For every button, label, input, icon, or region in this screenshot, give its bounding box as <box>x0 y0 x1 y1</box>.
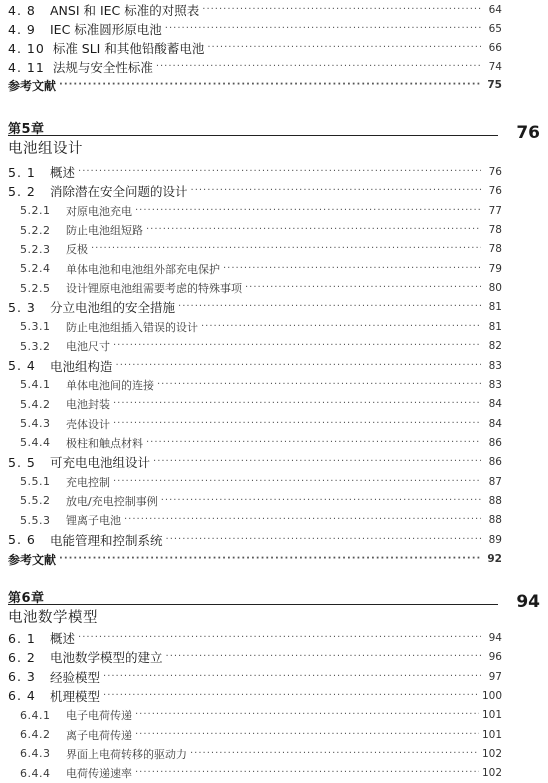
dot-leader <box>59 554 481 564</box>
page-number: 76 <box>488 185 502 198</box>
section-title: 对原电池充电 <box>66 204 132 218</box>
section-title: 电子电荷传递 <box>66 709 132 723</box>
dot-leader <box>190 749 479 759</box>
page-number: 101 <box>481 709 502 722</box>
section-title: 概述 <box>50 165 76 180</box>
chapter-heading[interactable] <box>8 118 548 158</box>
chapter-heading[interactable] <box>8 587 548 627</box>
section-title: 消除潜在安全问题的设计 <box>50 184 188 200</box>
section-title: 法规与安全性标准 <box>52 60 153 75</box>
toc-entry[interactable] <box>20 239 502 259</box>
toc-entry[interactable] <box>8 452 502 472</box>
dot-leader <box>178 302 481 312</box>
section-number: 5.3.1 <box>20 320 51 334</box>
page-number: 74 <box>488 61 502 73</box>
section-title: 壳体设计 <box>66 417 110 431</box>
toc-entry[interactable] <box>20 278 502 298</box>
section-number: 5.4.2 <box>20 397 51 411</box>
chapter-page-number: 94 <box>516 592 540 612</box>
toc-entry[interactable] <box>20 744 502 764</box>
section-title: 锂离子电池 <box>66 514 121 528</box>
toc-entry[interactable] <box>20 510 502 530</box>
section-number: 6.4.1 <box>20 708 51 722</box>
section-number: 5.2.3 <box>20 242 51 256</box>
section-number: 5.3.2 <box>20 339 51 353</box>
page-number: 84 <box>488 398 502 411</box>
dot-leader <box>161 496 481 506</box>
dot-leader <box>165 24 481 34</box>
toc-entry[interactable] <box>8 628 502 648</box>
dot-leader <box>157 380 481 390</box>
dot-leader <box>78 633 481 643</box>
section-title: 电池尺寸 <box>66 340 110 354</box>
chapter-page-number: 76 <box>516 123 540 143</box>
chapter-label: 第6章 <box>8 591 45 606</box>
section-number: 5.2.5 <box>20 281 51 295</box>
page-number: 87 <box>488 475 502 488</box>
dot-leader <box>191 186 481 196</box>
section-number: 5. 5 <box>8 454 36 470</box>
page-number: 79 <box>488 262 502 275</box>
dot-leader <box>78 167 481 177</box>
chapter-title: 电池数学模型 <box>8 610 98 626</box>
section-title: 单体电池间的连接 <box>66 378 154 392</box>
chapter-label: 第5章 <box>8 122 45 137</box>
section-number: 5. 3 <box>8 299 36 315</box>
toc-entry[interactable] <box>20 201 502 221</box>
section-title: 电池数学模型的建立 <box>50 650 163 666</box>
toc-entry[interactable] <box>8 162 502 182</box>
section-title: 分立电池组的安全措施 <box>50 300 176 316</box>
dot-leader <box>135 768 479 778</box>
section-number: 4. 9 <box>8 21 36 37</box>
page-number: 86 <box>488 456 502 469</box>
toc-entry[interactable] <box>8 356 502 376</box>
page-number: 77 <box>488 204 502 217</box>
toc-entry[interactable] <box>8 297 502 317</box>
chapter-rule <box>8 604 498 605</box>
section-number: 5. 4 <box>8 358 36 373</box>
chapter-title: 电池组设计 <box>8 141 83 157</box>
page-number: 65 <box>488 23 502 35</box>
section-title: 界面上电荷转移的驱动力 <box>66 747 187 761</box>
section-title: 概述 <box>50 631 76 646</box>
page-number: 92 <box>487 553 502 565</box>
dot-leader <box>207 43 481 53</box>
dot-leader <box>135 730 479 740</box>
section-title: 电池组构造 <box>50 358 113 374</box>
section-title: 防止电池组插入错误的设计 <box>66 320 198 334</box>
toc-entry[interactable] <box>8 0 502 20</box>
section-title: ANSI 和 IEC 标准的对照表 <box>50 3 200 18</box>
section-number: 6. 4 <box>8 688 36 704</box>
toc-entry[interactable] <box>20 317 502 337</box>
page-number: 80 <box>488 282 502 295</box>
section-title: 可充电电池组设计 <box>50 455 151 471</box>
dot-leader <box>146 438 481 448</box>
toc-entry-references[interactable] <box>8 75 502 95</box>
section-title: 单体电池和电池组外部充电保护 <box>66 262 220 276</box>
dot-leader <box>124 515 481 525</box>
dot-leader <box>113 399 481 409</box>
toc-entry[interactable] <box>8 530 502 550</box>
toc-entry[interactable] <box>20 705 502 725</box>
dot-leader <box>135 206 481 216</box>
dot-leader <box>59 80 481 90</box>
section-title: 离子电荷传递 <box>66 728 132 742</box>
references-title: 参考文献 <box>8 78 57 93</box>
section-number: 5.5.2 <box>20 494 51 508</box>
toc-entry[interactable] <box>20 491 502 511</box>
section-number: 5.5.3 <box>20 513 51 527</box>
section-title: 充电控制 <box>66 475 110 489</box>
page-number: 94 <box>488 632 502 644</box>
section-title: 电池封装 <box>66 398 110 412</box>
section-title: 反极 <box>66 243 88 257</box>
section-number: 5.2.4 <box>20 262 51 276</box>
dot-leader <box>202 5 481 15</box>
dot-leader <box>166 535 481 545</box>
page-number: 86 <box>488 436 502 449</box>
page-number: 102 <box>481 767 502 780</box>
section-number: 5. 6 <box>8 532 36 548</box>
section-title: 放电/充电控制事例 <box>66 494 158 508</box>
page-number: 97 <box>488 670 502 683</box>
section-title: 标准 SLI 和其他铅酸蓄电池 <box>52 41 205 56</box>
dot-leader <box>146 225 481 235</box>
toc-entry[interactable] <box>8 38 502 58</box>
toc-entry[interactable] <box>20 375 502 395</box>
section-title: 极柱和触点材料 <box>66 436 143 450</box>
page-number: 76 <box>488 166 502 178</box>
toc-entry[interactable] <box>20 336 502 356</box>
section-title: 经验模型 <box>50 669 101 685</box>
page-number: 78 <box>488 224 502 237</box>
dot-leader <box>245 283 481 293</box>
section-number: 5.4.3 <box>20 417 51 431</box>
toc-entry[interactable] <box>20 763 502 783</box>
toc-entry[interactable] <box>8 181 502 201</box>
section-number: 4. 10 <box>8 40 45 56</box>
page-number: 82 <box>488 340 502 353</box>
toc-entry[interactable] <box>8 19 502 39</box>
chapter-rule <box>8 135 498 136</box>
section-number: 4. 11 <box>8 59 45 75</box>
toc-entry[interactable] <box>20 414 502 434</box>
page-number: 81 <box>488 301 502 314</box>
dot-leader <box>201 322 481 332</box>
section-title: 设计锂原电池组需要考虑的特殊事项 <box>66 282 242 296</box>
toc-entry[interactable] <box>8 686 502 706</box>
toc-entry[interactable] <box>8 647 502 667</box>
page-number: 66 <box>488 42 502 54</box>
section-title: 机理模型 <box>50 688 101 704</box>
dot-leader <box>113 419 481 429</box>
dot-leader <box>166 652 481 662</box>
dot-leader <box>113 477 481 487</box>
toc-entry[interactable] <box>20 394 502 414</box>
section-number: 6. 2 <box>8 649 36 665</box>
section-number: 4. 8 <box>8 2 36 18</box>
dot-leader <box>153 457 481 467</box>
section-number: 6. 1 <box>8 630 36 646</box>
section-number: 5.4.4 <box>20 436 51 450</box>
section-number: 5. 1 <box>8 164 36 180</box>
dot-leader <box>103 672 481 682</box>
section-title: 电荷传递速率 <box>66 767 132 781</box>
page-number: 89 <box>488 533 502 546</box>
toc-entry[interactable] <box>8 667 502 687</box>
page-number: 75 <box>487 79 502 91</box>
page-number: 78 <box>488 243 502 256</box>
section-number: 5.4.1 <box>20 378 51 392</box>
section-title: 防止电池组短路 <box>66 224 143 238</box>
page-number: 81 <box>488 320 502 333</box>
page-number: 88 <box>488 494 502 507</box>
page-number: 96 <box>488 651 502 664</box>
toc-entry[interactable] <box>20 433 502 453</box>
section-number: 6.4.4 <box>20 766 51 780</box>
page-number: 88 <box>488 514 502 527</box>
section-number: 6. 3 <box>8 669 36 685</box>
dot-leader <box>113 341 481 351</box>
page-number: 83 <box>488 359 502 372</box>
section-title: IEC 标准圆形原电池 <box>50 22 162 37</box>
section-number: 5.5.1 <box>20 475 51 489</box>
dot-leader <box>91 244 481 254</box>
dot-leader <box>156 62 481 72</box>
page-number: 101 <box>481 728 502 741</box>
dot-leader <box>103 691 479 701</box>
section-number: 5.2.2 <box>20 223 51 237</box>
toc-entry-references[interactable] <box>8 549 502 569</box>
dot-leader <box>116 361 481 371</box>
page-number: 84 <box>488 417 502 430</box>
toc-entry[interactable] <box>8 57 502 77</box>
references-title: 参考文献 <box>8 552 57 567</box>
toc-entry[interactable] <box>20 220 502 240</box>
page-number: 100 <box>481 689 502 702</box>
dot-leader <box>135 710 479 720</box>
section-title: 电能管理和控制系统 <box>50 532 163 548</box>
toc-entry[interactable] <box>20 259 502 279</box>
section-number: 6.4.2 <box>20 728 51 741</box>
section-number: 6.4.3 <box>20 747 51 761</box>
toc-entry[interactable] <box>20 725 502 745</box>
section-number: 5. 2 <box>8 183 36 199</box>
section-number: 5.2.1 <box>20 204 51 218</box>
toc-entry[interactable] <box>20 472 502 492</box>
page-number: 83 <box>488 378 502 391</box>
dot-leader <box>223 264 481 274</box>
page-number: 102 <box>481 747 502 760</box>
page-number: 64 <box>488 4 502 16</box>
